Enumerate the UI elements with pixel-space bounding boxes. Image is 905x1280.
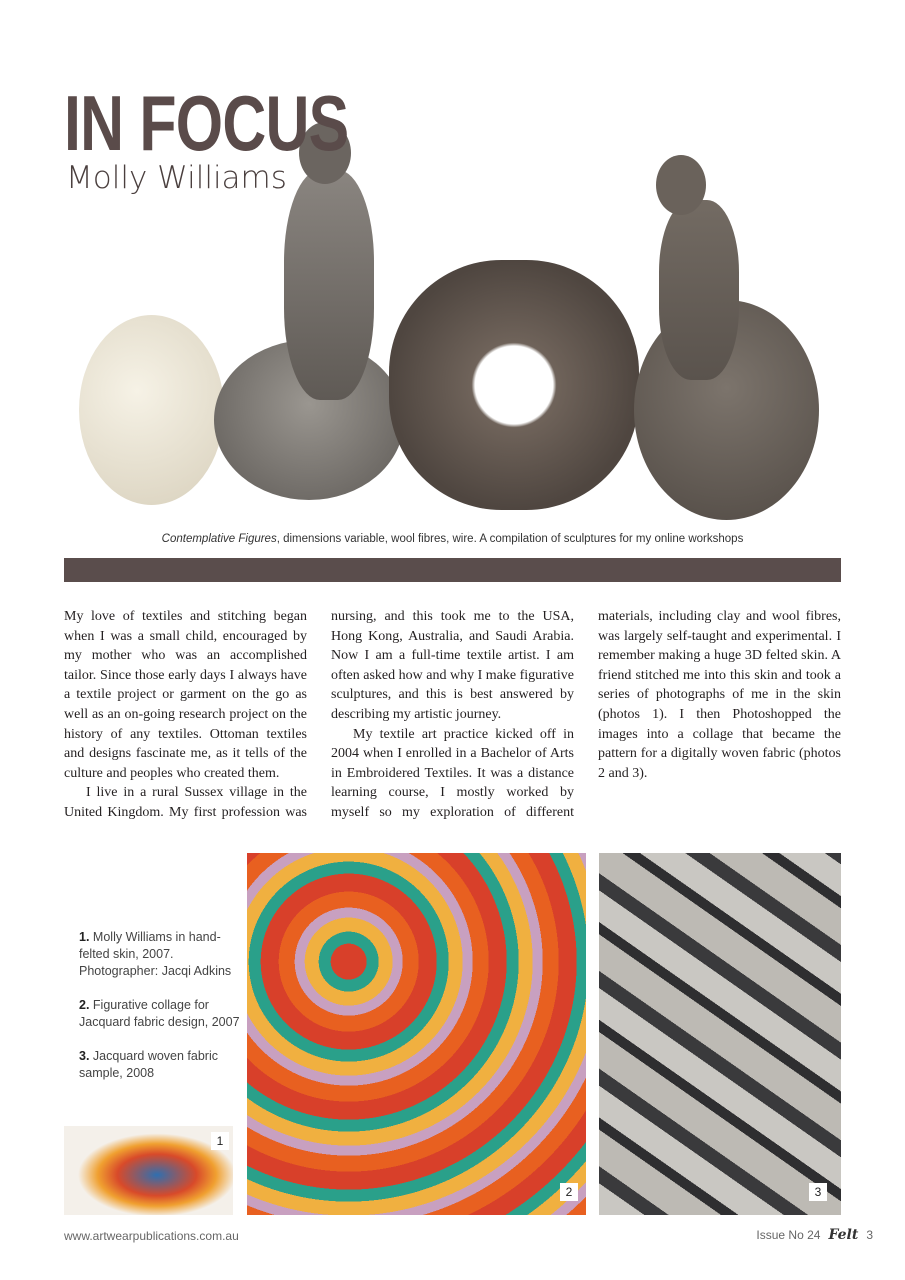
photo-legend bbox=[79, 929, 249, 1099]
author-name: Molly Williams bbox=[66, 160, 287, 196]
photo-2-collage bbox=[247, 853, 586, 1215]
photo-number-badge: 2 bbox=[560, 1183, 578, 1201]
footer-issue: Issue No 24 Felt 3 bbox=[756, 1227, 873, 1243]
section-title: IN FOCUS bbox=[64, 79, 349, 167]
photo-number-badge: 1 bbox=[211, 1132, 229, 1150]
caption-text: , dimensions variable, wool fibres, wire. A compilation of sculptures for my online workshops bbox=[276, 533, 744, 545]
caption-title: Contemplative Figures bbox=[161, 533, 277, 545]
body-text-columns bbox=[64, 607, 841, 823]
legend-item: 3. Jacquard woven fabric sample, 2008 bbox=[79, 1049, 218, 1080]
magazine-logo: Felt bbox=[828, 1227, 859, 1243]
page-number: 3 bbox=[866, 1228, 873, 1242]
photo-1-felted-skin bbox=[64, 1126, 233, 1215]
paragraph: I live in a rural Sussex village in the United Kingdom. My first profession was nursing, and this took me to the USA, Hong Kong, Australia, and Saudi Arabia. Now I am a full-time textile artist. I am often asked how and why I make figurative sculptures, and this is best answered by describing my artistic journey. bbox=[64, 609, 574, 820]
divider-bar bbox=[64, 558, 841, 582]
paragraph: My love of textiles and stitching began when I was a small child, encouraged by my mother who was an accomplished tailor. Since those early days I always have a textile project or garment on the go as well as an on-going research project on the history of any textiles. Ottoman textiles and designs fascinate me, as it tells of the culture and peoples who created them. bbox=[64, 609, 307, 781]
footer-url[interactable]: www.artwearpublications.com.au bbox=[64, 1229, 239, 1243]
photo-3-woven-fabric bbox=[599, 853, 841, 1215]
paragraph: My textile art practice kicked off in 2004 when I enrolled in a Bachelor of Arts in Embroidered Textiles. It was a distance learning course, I mostly worked by myself so my exploration of different materials, including clay and wool fibres, was largely self-taught and experimental. I remember making a huge 3D felted skin. A friend stitched me into this skin and took a series of photographs of me in the skin (photos 1). I then Photoshopped the images into a collage that became the pattern for a digitally woven fabric (photos 2 and 3). bbox=[331, 609, 841, 820]
legend-item: 1. Molly Williams in hand-felted skin, 2007. Photographer: Jacqi Adkins bbox=[79, 930, 232, 978]
legend-item: 2. Figurative collage for Jacquard fabric design, 2007 bbox=[79, 998, 240, 1029]
photo-number-badge: 3 bbox=[809, 1183, 827, 1201]
hero-caption bbox=[64, 533, 841, 545]
